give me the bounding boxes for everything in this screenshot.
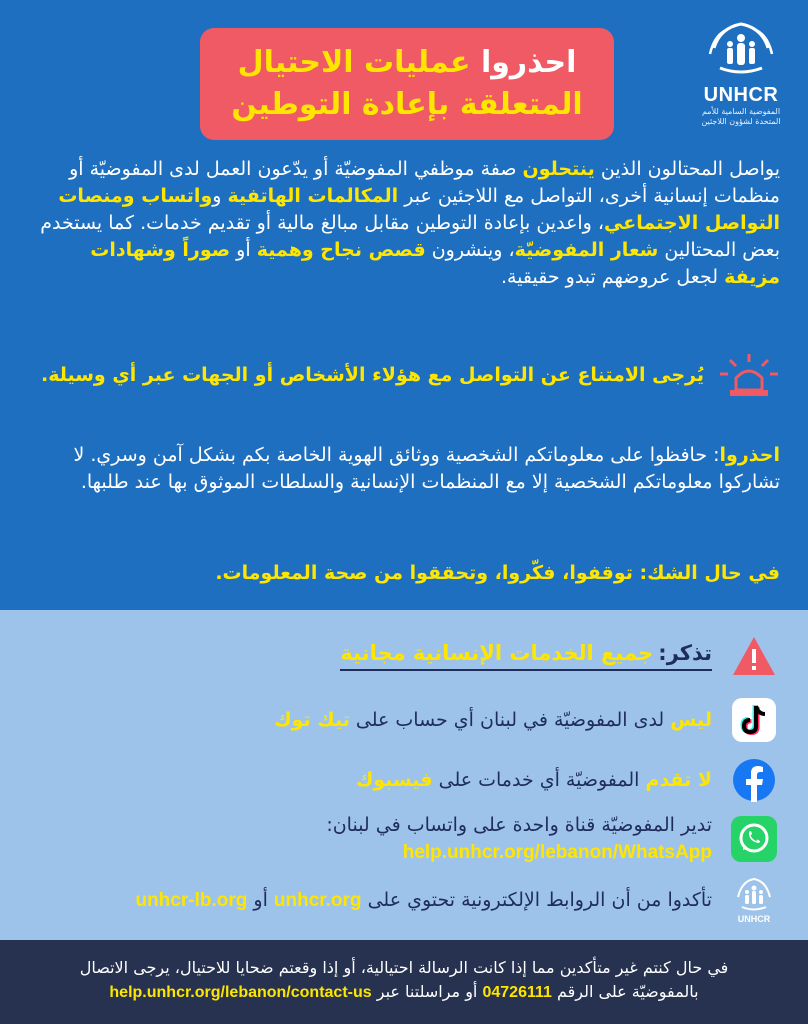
website-link-unhcr[interactable]: unhcr.org [273, 889, 362, 911]
website-body: تأكدوا من أن الروابط الإلكترونية تحتوي على [361, 888, 712, 911]
whatsapp-link[interactable]: help.unhcr.org/lebanon/WhatsApp [402, 842, 712, 863]
footer-phone[interactable]: 04726111 [482, 984, 552, 1001]
footer [0, 940, 808, 1024]
page-title-box [200, 28, 614, 140]
website-row [30, 876, 778, 924]
doubt-text: في حال الشك: توقفوا، فكّروا، وتحققوا من صحة المعلومات. [215, 562, 780, 584]
para-text: يواصل المحتالون الذين [594, 158, 780, 180]
para-highlight: شعار المفوضيّة [514, 239, 659, 261]
facebook-highlight: لا تقدم [645, 768, 712, 791]
para-text: و [212, 185, 228, 207]
website-or: أو [247, 888, 274, 911]
facebook-platform: فيسبوك [355, 768, 433, 791]
para-text: أو [230, 239, 257, 261]
footer-line2 [0, 980, 808, 1005]
page-title-line1 [238, 42, 577, 84]
whatsapp-row [30, 812, 778, 866]
para-highlight: واتساب ومنصات التواصل الاجتماعي [58, 185, 780, 234]
para-text: ، واعدين بإعادة التوطين مقابل مبالغ مالية أو تقديم خدمات. كما يستخدم بعض المحتالين [40, 212, 780, 261]
reminder-row [30, 632, 778, 680]
whatsapp-body: تدير المفوضيّة قناة واحدة على واتساب في لبنان: [326, 814, 712, 836]
para-highlight: قصص نجاح وهمية [256, 239, 426, 261]
warning-text: : حافظوا على معلوماتكم الشخصية ووثائق الهوية الخاصة بكم بشكل آمن وسري. لا تشاركوا معلوماتكم الشخصية إلا مع المنظمات الإنسانية والسلطات الموثوق بها عند طلبها. [73, 444, 780, 493]
footer-text: بالمفوضيّة على الرقم [551, 982, 699, 1001]
info-section [0, 610, 808, 940]
warning-icon [730, 632, 778, 680]
facebook-row [30, 756, 778, 804]
tiktok-row [30, 696, 778, 744]
alert-text: يُرجى الامتناع عن التواصل مع هؤلاء الأشخاص أو الجهات عبر أي وسيلة. [41, 364, 704, 386]
whatsapp-text [326, 812, 712, 866]
tiktok-body: لدى المفوضيّة في لبنان أي حساب على [349, 708, 671, 731]
para-highlight: ينتحلون [522, 158, 595, 180]
title-white: احذروا [481, 45, 577, 80]
tiktok-icon [730, 696, 778, 744]
siren-icon [718, 352, 780, 398]
footer-line1: في حال كنتم غير متأكدين مما إذا كانت الرسالة احتيالية، أو إذا وقعتم ضحايا للاحتيال، يرجى الاتصال [79, 958, 729, 977]
warning-label: احذروا [719, 444, 780, 466]
unhcr-emblem-icon [706, 18, 776, 76]
para-highlight: المكالمات الهاتفية [227, 185, 399, 207]
footer-text: أو مراسلتنا عبر [376, 982, 483, 1001]
reminder-label: تذكر: [658, 641, 712, 665]
footer-link[interactable]: help.unhcr.org/lebanon/contact-us [109, 984, 372, 1001]
unhcr-emblem-small-icon [732, 875, 776, 925]
facebook-text [356, 767, 712, 794]
website-link-unhcr-lb[interactable]: unhcr-lb.org [135, 889, 248, 911]
reminder-text: جميع الخدمات الإنسانية مجانية [340, 641, 654, 665]
unhcr-logo [696, 18, 786, 127]
unhcr-small-logo [730, 876, 778, 924]
small-logo-name: UNHCR [737, 914, 771, 924]
website-text [135, 887, 712, 914]
warning-paragraph [28, 442, 780, 496]
whatsapp-icon [730, 815, 778, 863]
para-highlight: صوراً وشهادات مزيفة [90, 239, 780, 288]
para-text: صفة موظفي المفوضيّة أو يدّعون العمل لدى المفوضيّة أو منظمات إنسانية أخرى، التواصل مع اللاجئين عبر [69, 158, 780, 207]
page-title-line2: المتعلقة بإعادة التوطين [231, 87, 583, 122]
tiktok-text [274, 707, 712, 734]
alert-row [28, 352, 780, 398]
para-text: ، وينشرون [425, 239, 515, 261]
reminder-underline [340, 641, 712, 671]
logo-name: UNHCR [703, 84, 779, 106]
para-text: لجعل عروضهم تبدو حقيقية. [500, 266, 725, 288]
title-yellow: عمليات الاحتيال [237, 45, 471, 80]
logo-subtitle: المفوضية السامية للأمم المتحدة لشؤون اللاجئين [701, 107, 781, 126]
tiktok-platform: تيك توك [274, 708, 350, 731]
tiktok-highlight: ليس [670, 708, 712, 731]
facebook-body: المفوضيّة أي خدمات على [432, 768, 640, 791]
intro-paragraph [28, 156, 780, 291]
facebook-icon [730, 756, 778, 804]
